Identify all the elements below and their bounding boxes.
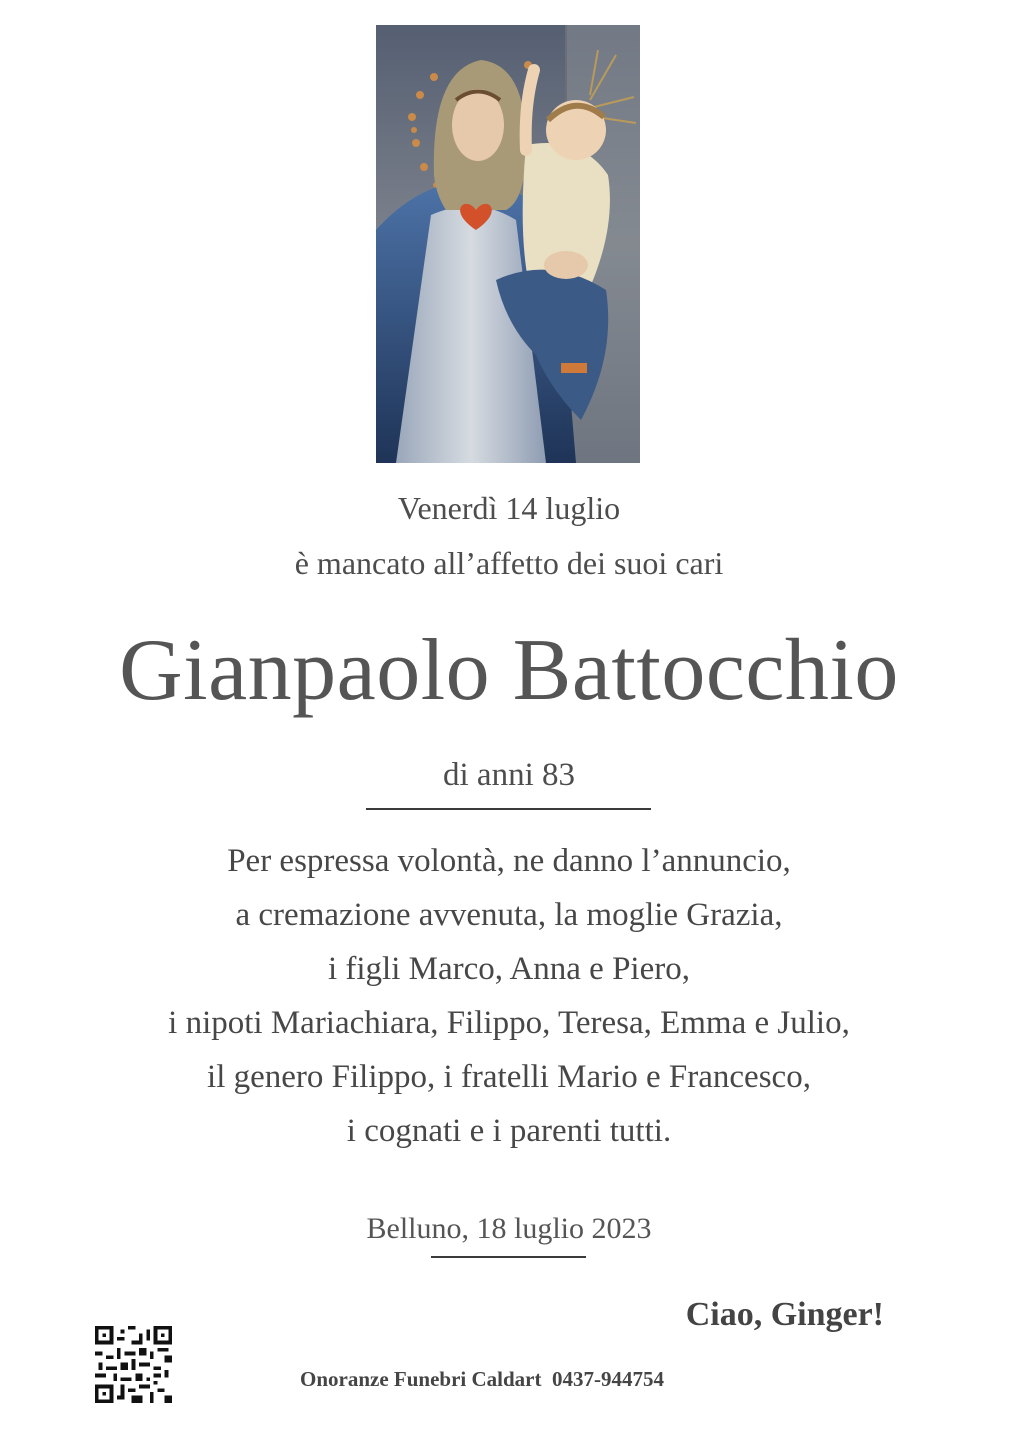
farewell-message: Ciao, Ginger!: [685, 1296, 884, 1333]
announcement-line: i nipoti Mariachiara, Filippo, Teresa, Emma e Julio,: [168, 1005, 850, 1041]
qr-code-icon[interactable]: [95, 1326, 172, 1403]
funeral-agency-contact: Onoranze Funebri Caldart 0437-944754: [300, 1367, 664, 1391]
announcement-line: il genero Filippo, i fratelli Mario e Francesco,: [207, 1059, 811, 1095]
announcement-line: i cognati e i parenti tutti.: [346, 1113, 672, 1149]
place-divider: [431, 1256, 586, 1258]
announcement-line: a cremazione avvenuta, la moglie Grazia,: [235, 897, 783, 933]
madonna-statue-image: [376, 25, 640, 463]
age-divider: [366, 808, 651, 810]
deceased-age: di anni 83: [443, 757, 575, 793]
death-date-line: Venerdì 14 luglio: [397, 490, 621, 526]
announcement-line: i figli Marco, Anna e Piero,: [327, 951, 690, 987]
mourning-line: è mancato all’affetto dei suoi cari: [294, 545, 724, 581]
announcement-line: Per espressa volontà, ne danno l’annuncio,: [227, 843, 791, 879]
place-date: Belluno, 18 luglio 2023: [366, 1212, 652, 1245]
deceased-name: Gianpaolo Battocchio: [119, 622, 899, 719]
